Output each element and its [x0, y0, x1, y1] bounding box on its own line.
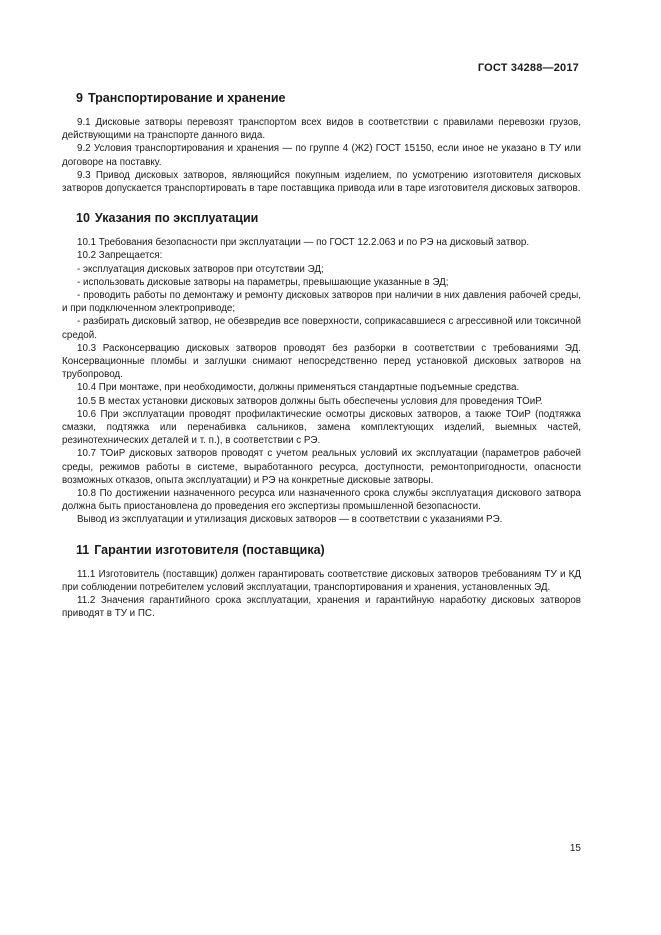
- section-number: 11: [76, 542, 90, 557]
- paragraph: 9.1 Дисковые затворы перевозят транспортом всех видов в соответствии с правилами перевозки грузов, действующими на транспорте данного вида.: [62, 117, 581, 142]
- paragraph: 10.8 По достижении назначенного ресурса или назначенного срока службы эксплуатация дискового затвора должна быть приостановлена до проведения его экспертизы промышленной безопасности.: [62, 488, 581, 513]
- list-item: - эксплуатация дисковых затворов при отсутствии ЭД;: [77, 263, 324, 275]
- paragraph: 10.5 В местах установки дисковых затворов должны быть обеспечены условия для проведения ТОиР.: [77, 395, 543, 407]
- section-number: 10: [76, 211, 90, 226]
- list-item: - использовать дисковые затворы на параметры, превышающие указанные в ЭД;: [77, 276, 449, 288]
- paragraph: 9.2 Условия транспортирования и хранения — по группе 4 (Ж2) ГОСТ 15150, если иное не указано в ТУ или договоре на поставку.: [62, 143, 581, 168]
- section-heading: [62, 90, 581, 106]
- section-title: Указания по эксплуатации: [94, 211, 259, 226]
- section-title: Гарантии изготовителя (поставщика): [94, 542, 325, 557]
- paragraph: 10.4 При монтаже, при необходимости, должны применяться стандартные подъемные средства.: [77, 382, 520, 394]
- document-code: ГОСТ 34288—2017: [477, 62, 579, 74]
- section-heading: [62, 542, 581, 558]
- paragraph: 9.3 Привод дисковых затворов, являющийся покупным изделием, по усмотрению изготовителя дисковых затворов допускается транспортировать в таре поставщика привода или в таре изготовителя дисковых затворов.: [62, 169, 581, 195]
- section-9: [62, 90, 581, 195]
- paragraph: 10.7 ТОиР дисковых затворов проводят с учетом реальных условий их эксплуатации (параметров рабочей среды, режимов работы в системе, выработанного ресурса, доступности, ремонтопригодности, опасности возможных отказов, опыта эксплуатации) и РЭ на конкретные дисковые затворы.: [62, 448, 581, 486]
- section-number: 9: [76, 91, 83, 105]
- page-number: 15: [569, 843, 581, 854]
- paragraph: Вывод из эксплуатации и утилизация дисковых затворов — в соответствии с указаниями РЭ.: [77, 514, 503, 526]
- section-title: Транспортирование и хранение: [87, 91, 286, 105]
- paragraph: 10.3 Расконсервацию дисковых затворов проводят без разборки в соответствии с требованиями ЭД. Консервационные пломбы и заглушки снимают непосредственно перед установкой дисковых затворов на трубопровод.: [62, 342, 581, 381]
- list-item: - проводить работы по демонтажу и ремонту дисковых затворов при наличии в них давления рабочей среды, и при подключенном электроприводе;: [62, 290, 581, 315]
- section-11: [62, 542, 581, 621]
- section-10: [62, 210, 581, 526]
- document-body: [62, 90, 581, 636]
- paragraph: 10.2 Запрещается:: [77, 250, 163, 262]
- paragraph: 11.1 Изготовитель (поставщик) должен гарантировать соответствие дисковых затворов требованиям ТУ и КД при соблюдении потребителем условий эксплуатации, транспортирования и хранения, установленных ЭД.: [62, 568, 581, 593]
- paragraph: 11.2 Значения гарантийного срока эксплуатации, хранения и гарантийную наработку дисковых затворов приводят в ТУ и ПС.: [62, 595, 581, 620]
- paragraph: 10.6 При эксплуатации проводят профилактические осмотры дисковых затворов, а также ТОиР (подтяжка смазки, подтяжка или перенабивка сальников, замена комплектующих изделий, выемных частей, резинотехнических деталей и т. п.), в соответствии с РЭ.: [62, 408, 581, 447]
- section-heading: [62, 210, 581, 226]
- paragraph: 10.1 Требования безопасности при эксплуатации — по ГОСТ 12.2.063 и по РЭ на дисковый затвор.: [77, 237, 530, 249]
- list-item: - разбирать дисковый затвор, не обезвредив все поверхности, соприкасавшиеся с агрессивной или токсичной средой.: [62, 316, 581, 341]
